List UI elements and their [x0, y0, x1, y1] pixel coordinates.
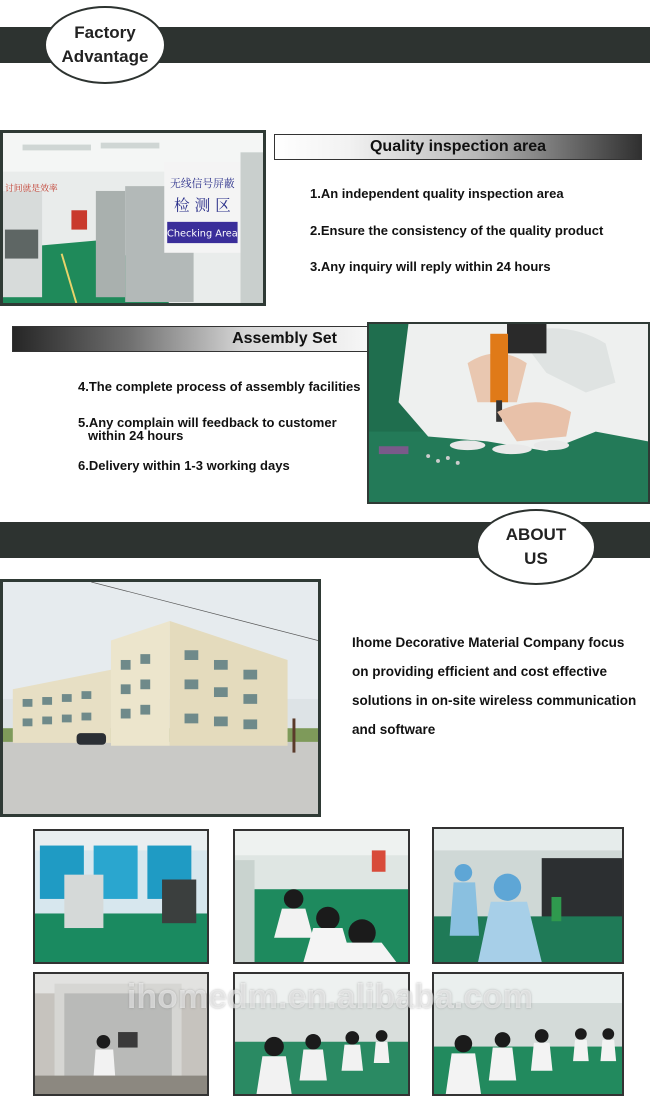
factory-building-photo: [0, 579, 321, 817]
assembly-set-heading: Assembly Set: [232, 330, 337, 347]
quality-inspection-heading-bar: [274, 134, 642, 160]
about-line-3: solutions in on-site wireless communication: [352, 693, 637, 708]
factory-title-line1: Factory: [74, 23, 136, 42]
sign-chinese-line1: 无线信号屏蔽: [170, 177, 235, 191]
about-title-line1: ABOUT: [505, 525, 567, 544]
quality-point-2: 2.Ensure the consistency of the quality product: [310, 223, 604, 238]
about-us-badge: [476, 509, 596, 585]
about-title-line2: US: [524, 549, 548, 568]
about-line-4: and software: [352, 722, 436, 737]
quality-point-3: 3.Any inquiry will reply within 24 hours: [310, 259, 551, 274]
about-us-description: [352, 628, 642, 744]
quality-point-1: 1.An independent quality inspection area: [310, 186, 564, 201]
quality-inspection-heading: Quality inspection area: [369, 138, 547, 155]
factory-advantage-badge: [44, 6, 166, 84]
factory-title-line2: Advantage: [61, 47, 149, 66]
assembly-set-photo: [367, 322, 650, 504]
about-line-2: on providing efficient and cost effective: [352, 664, 608, 679]
factory-thumb-1: [33, 829, 209, 964]
factory-thumb-3: [432, 827, 624, 964]
factory-thumb-2: [233, 829, 410, 964]
assembly-point-6: 6.Delivery within 1-3 working days: [78, 458, 290, 473]
quality-inspection-photo: [0, 130, 266, 306]
assembly-point-5: 5.Any complain will feedback to customer: [78, 415, 337, 430]
sign-chinese-line2: 检 测 区: [173, 196, 231, 215]
assembly-set-heading-bar: [12, 326, 400, 352]
wall-slogan: 讨间就是效率: [4, 183, 58, 194]
assembly-point-5-cont: within 24 hours: [88, 428, 184, 443]
about-line-1: Ihome Decorative Material Company focus: [352, 635, 625, 650]
alibaba-watermark: ihomedm.en.alibaba.com: [126, 978, 534, 1016]
sign-checking-area: Checking Area: [167, 228, 238, 240]
assembly-point-4: 4.The complete process of assembly facilities: [78, 379, 361, 394]
